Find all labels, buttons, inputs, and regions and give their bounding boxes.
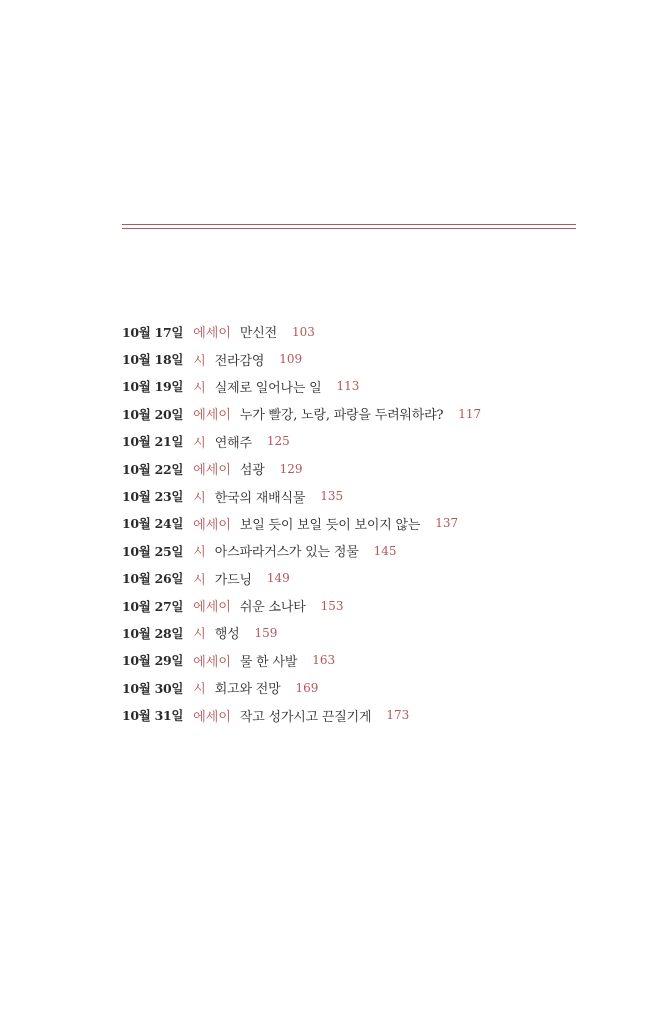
toc-entry-date: 10월 29일 bbox=[122, 653, 184, 669]
toc-entry-page: 103 bbox=[291, 324, 315, 339]
toc-entry-page: 113 bbox=[336, 379, 360, 394]
toc-entry-genre: 시 bbox=[193, 545, 206, 561]
toc-entry-date: 10월 18일 bbox=[122, 352, 184, 368]
toc-entry[interactable] bbox=[122, 674, 582, 701]
toc-entry[interactable] bbox=[122, 373, 582, 400]
toc-entry-genre: 시 bbox=[193, 380, 206, 396]
toc-entry[interactable] bbox=[122, 701, 582, 728]
toc-entry-page: 163 bbox=[312, 653, 336, 668]
toc-entry-date: 10월 22일 bbox=[122, 461, 184, 477]
table-of-contents bbox=[122, 318, 582, 729]
toc-entry-page: 173 bbox=[386, 708, 410, 723]
toc-entry-page: 159 bbox=[254, 625, 278, 640]
toc-entry-page: 169 bbox=[295, 680, 319, 695]
toc-entry-date: 10월 30일 bbox=[122, 680, 184, 696]
toc-entry-date: 10월 21일 bbox=[122, 434, 184, 450]
toc-entry-page: 135 bbox=[320, 489, 344, 504]
toc-entry-genre: 시 bbox=[193, 435, 206, 451]
toc-entry-page: 137 bbox=[435, 516, 459, 531]
toc-entry-title: 섬광 bbox=[239, 463, 265, 479]
toc-entry[interactable] bbox=[122, 400, 582, 427]
toc-entry-title: 가드닝 bbox=[214, 572, 252, 588]
toc-entry-page: 125 bbox=[266, 434, 290, 449]
toc-entry-date: 10월 20일 bbox=[122, 406, 184, 422]
toc-entry-title: 전라감영 bbox=[214, 353, 265, 369]
header-rule-bottom bbox=[122, 228, 576, 229]
toc-entry-page: 149 bbox=[266, 571, 290, 586]
toc-entry[interactable] bbox=[122, 482, 582, 509]
toc-entry-page: 145 bbox=[373, 543, 397, 558]
toc-entry[interactable] bbox=[122, 455, 582, 482]
toc-entry-page: 117 bbox=[458, 406, 482, 421]
toc-entry-genre: 에세이 bbox=[193, 654, 231, 670]
toc-entry[interactable] bbox=[122, 510, 582, 537]
toc-entry-genre: 시 bbox=[193, 572, 206, 588]
toc-entry-title: 행성 bbox=[214, 627, 240, 643]
toc-entry-genre: 시 bbox=[193, 353, 206, 369]
toc-entry[interactable] bbox=[122, 647, 582, 674]
toc-entry-page: 129 bbox=[279, 461, 303, 476]
toc-entry-date: 10월 27일 bbox=[122, 598, 184, 614]
toc-entry-date: 10월 31일 bbox=[122, 708, 184, 724]
toc-entry[interactable] bbox=[122, 428, 582, 455]
toc-entry[interactable] bbox=[122, 318, 582, 345]
toc-entry-genre: 시 bbox=[193, 490, 206, 506]
toc-entry-title: 보일 듯이 보일 듯이 보이지 않는 bbox=[239, 517, 421, 533]
toc-entry-date: 10월 19일 bbox=[122, 379, 184, 395]
toc-entry-genre: 에세이 bbox=[193, 463, 231, 479]
toc-entry-date: 10월 23일 bbox=[122, 489, 184, 505]
header-rule-top bbox=[122, 224, 576, 225]
toc-entry-title: 만신전 bbox=[239, 326, 277, 342]
toc-entry[interactable] bbox=[122, 345, 582, 372]
toc-entry-genre: 에세이 bbox=[193, 600, 231, 616]
toc-entry[interactable] bbox=[122, 619, 582, 646]
toc-entry-genre: 에세이 bbox=[193, 408, 231, 424]
toc-entry-title: 연해주 bbox=[214, 435, 252, 451]
toc-entry-page: 153 bbox=[320, 598, 344, 613]
toc-entry-date: 10월 28일 bbox=[122, 625, 184, 641]
toc-entry-title: 물 한 사발 bbox=[239, 654, 298, 670]
toc-entry[interactable] bbox=[122, 565, 582, 592]
toc-entry-date: 10월 24일 bbox=[122, 516, 184, 532]
toc-entry[interactable] bbox=[122, 537, 582, 564]
toc-entry-title: 실제로 일어나는 일 bbox=[214, 380, 322, 396]
toc-entry-genre: 시 bbox=[193, 682, 206, 698]
toc-entry-title: 작고 성가시고 끈질기게 bbox=[239, 709, 372, 725]
toc-entry-title: 아스파라거스가 있는 정물 bbox=[214, 545, 359, 561]
toc-entry-genre: 시 bbox=[193, 627, 206, 643]
toc-entry-title: 쉬운 소나타 bbox=[239, 600, 306, 616]
toc-entry[interactable] bbox=[122, 592, 582, 619]
toc-entry-genre: 에세이 bbox=[193, 709, 231, 725]
toc-entry-date: 10월 17일 bbox=[122, 324, 184, 340]
toc-entry-title: 한국의 재배식물 bbox=[214, 490, 306, 506]
toc-entry-date: 10월 25일 bbox=[122, 543, 184, 559]
toc-entry-title: 회고와 전망 bbox=[214, 682, 281, 698]
toc-entry-genre: 에세이 bbox=[193, 517, 231, 533]
toc-entry-page: 109 bbox=[279, 352, 303, 367]
toc-entry-genre: 에세이 bbox=[193, 326, 231, 342]
toc-entry-title: 누가 빨강, 노랑, 파랑을 두려워하랴? bbox=[239, 408, 444, 424]
toc-entry-date: 10월 26일 bbox=[122, 571, 184, 587]
